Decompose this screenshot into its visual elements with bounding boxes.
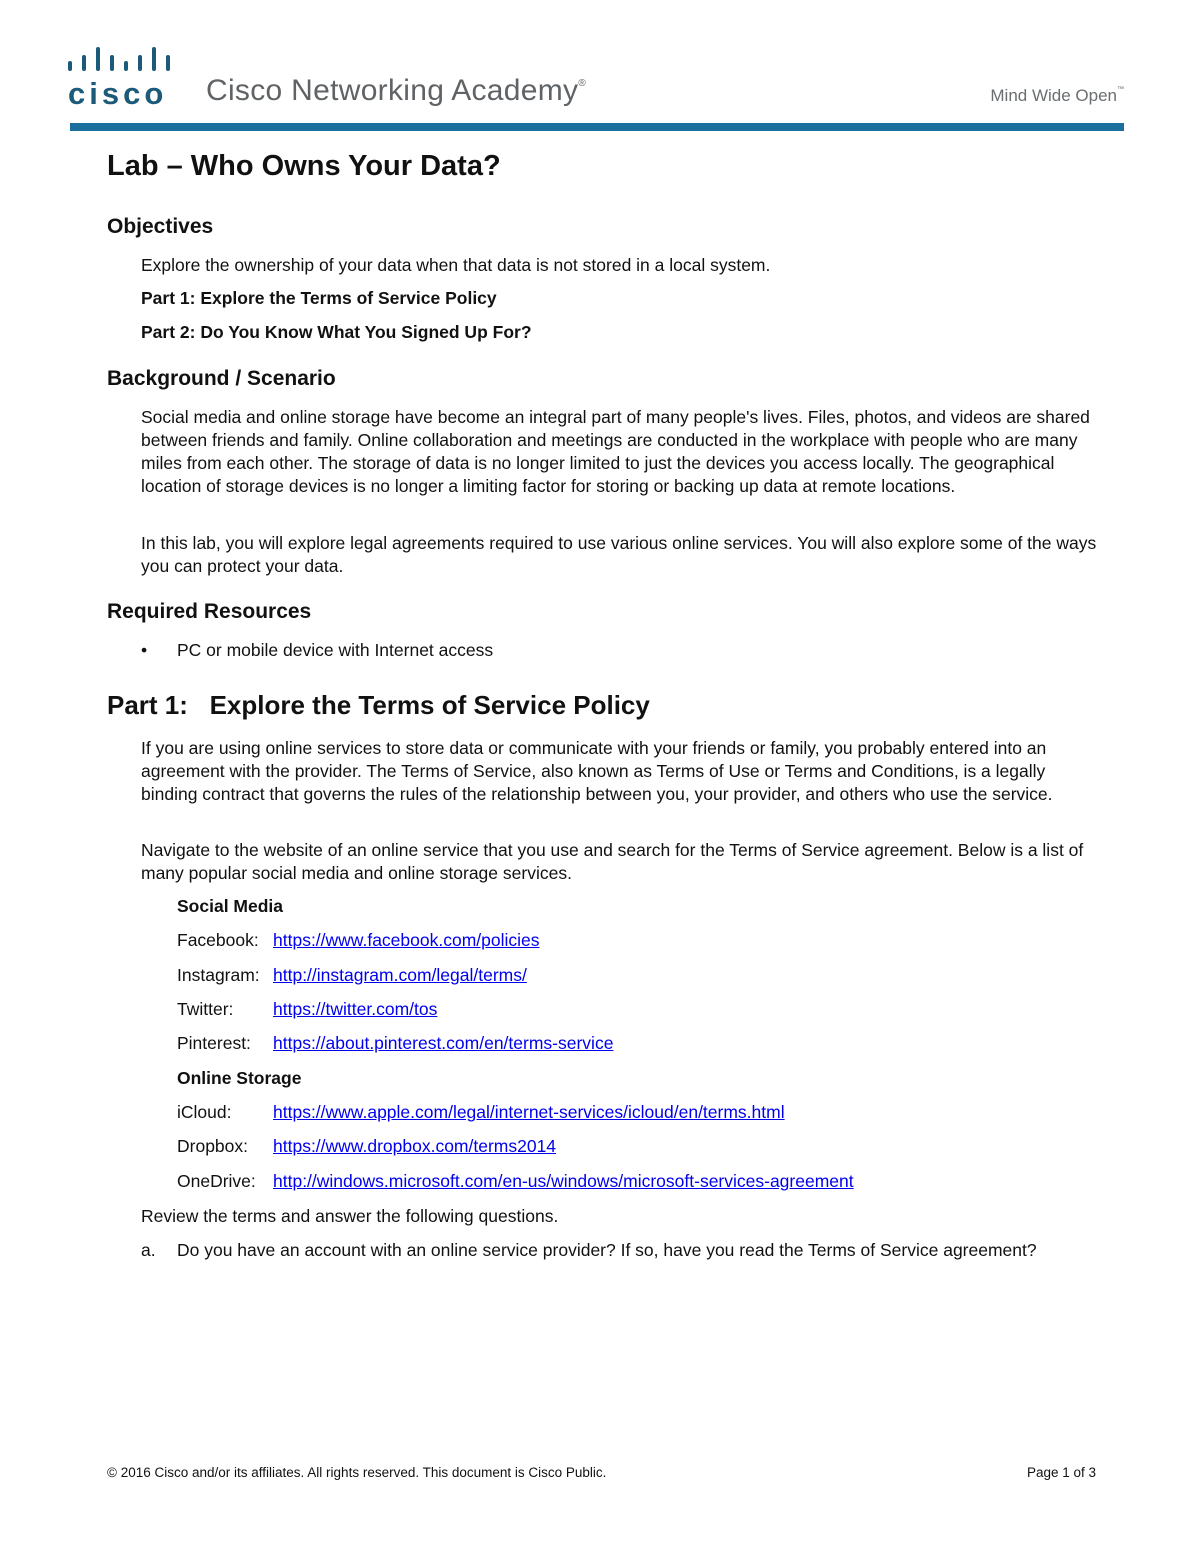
review-instruction: Review the terms and answer the following questions. [141, 1206, 559, 1226]
background-paragraph-1: Social media and online storage have become an integral part of many people's lives. Files, photos, and videos are shared between friends and family. Online collaboration and meetings are conducted in the workplace with people who are many miles from each other. The storage of data is no longer limited to just the devices you access locally. The geographical location of storage devices is no longer a limiting factor for storing or backing up data at remote locations. [141, 407, 1090, 496]
footer-copyright: © 2016 Cisco and/or its affiliates. All rights reserved. This document is Cisco Public. [107, 1465, 607, 1480]
tagline: Mind Wide Open™ [990, 86, 1124, 105]
header-rule [70, 123, 1124, 131]
question-a-letter: a. [141, 1240, 156, 1260]
cisco-logo-word: cisco [68, 76, 168, 111]
academy-name: Cisco Networking Academy® [206, 74, 587, 107]
question-a-text: Do you have an account with an online service provider? If so, have you read the Terms of Service agreement? [177, 1240, 1037, 1260]
question-a [141, 1239, 1101, 1262]
service-row-pinterest: Pinterest: https://about.pinterest.com/en/terms-service [177, 1033, 614, 1053]
background-heading: Background / Scenario [107, 367, 336, 390]
social-media-heading: Social Media [177, 896, 284, 916]
service-row-twitter: Twitter: https://twitter.com/tos [177, 999, 438, 1019]
onedrive-link[interactable]: http://windows.microsoft.com/en-us/windows/microsoft-services-agreement [273, 1171, 854, 1191]
dropbox-link[interactable]: https://www.dropbox.com/terms2014 [273, 1136, 557, 1156]
resources-heading: Required Resources [107, 600, 312, 623]
service-row-dropbox: Dropbox: https://www.dropbox.com/terms2014 [177, 1136, 557, 1156]
resource-item: • PC or mobile device with Internet access [141, 640, 494, 660]
instagram-link[interactable]: http://instagram.com/legal/terms/ [273, 965, 527, 985]
page-header [0, 0, 1200, 135]
objectives-heading: Objectives [107, 215, 214, 238]
page-title: Lab – Who Owns Your Data? [107, 150, 501, 182]
page-footer [107, 1465, 1096, 1480]
objective-part-2: Part 2: Do You Know What You Signed Up For? [141, 322, 532, 342]
bullet-icon: • [141, 640, 148, 660]
part1-heading: Part 1: Explore the Terms of Service Policy [107, 690, 650, 720]
background-paragraph-2: In this lab, you will explore legal agreements required to use various online services. You will also explore some of the ways you can protect your data. [141, 533, 1097, 576]
footer-page-number: Page 1 of 3 [1026, 1465, 1096, 1480]
service-row-facebook: Facebook: https://www.facebook.com/policies [177, 930, 540, 950]
icloud-link[interactable]: https://www.apple.com/legal/internet-services/icloud/en/terms.html [273, 1102, 785, 1122]
part1-paragraph-2: Navigate to the website of an online service that you use and search for the Terms of Service agreement. Below is a list of many popular social media and online storage services. [141, 840, 1084, 883]
service-row-onedrive: OneDrive: http://windows.microsoft.com/en-us/windows/microsoft-services-agreement [177, 1171, 854, 1191]
cisco-bridge-logo-icon [68, 47, 178, 73]
service-row-instagram: Instagram: http://instagram.com/legal/terms/ [177, 965, 527, 985]
part1-paragraph-1: If you are using online services to store data or communicate with your friends or family, you probably entered into an agreement with the provider. The Terms of Service, also known as Terms of Use or Terms and Conditions, is a legally binding contract that governs the rules of the relationship between you, your provider, and others who use the service. [141, 738, 1053, 804]
objectives-intro: Explore the ownership of your data when that data is not stored in a local system. [141, 255, 771, 275]
objective-part-1: Part 1: Explore the Terms of Service Policy [141, 288, 497, 308]
pinterest-link[interactable]: https://about.pinterest.com/en/terms-service [273, 1033, 614, 1053]
twitter-link[interactable]: https://twitter.com/tos [273, 999, 438, 1019]
online-storage-heading: Online Storage [177, 1068, 302, 1088]
service-row-icloud: iCloud: https://www.apple.com/legal/internet-services/icloud/en/terms.html [177, 1102, 785, 1122]
facebook-link[interactable]: https://www.facebook.com/policies [273, 930, 540, 950]
